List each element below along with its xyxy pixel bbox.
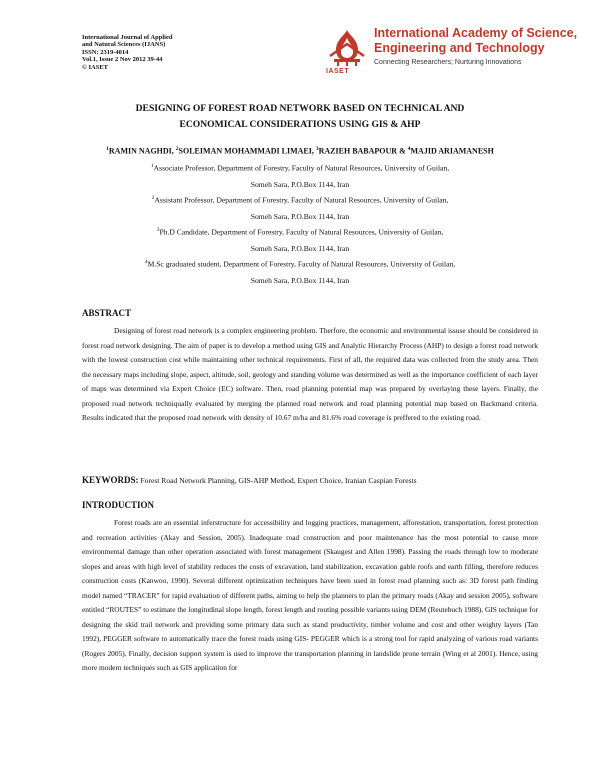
logo-caption: IASET	[326, 68, 350, 75]
affiliation-line: M.Sc graduated student, Department of Forestry, Faculty of Natural Resources, University of Guilan,	[147, 259, 456, 269]
affiliation-line: Ph.D Candidate, Department of Forestry, Faculty of Natural Resources, University of Guilan,	[159, 227, 444, 237]
journal-line: ISSN: 2319-4014	[82, 48, 129, 56]
affiliation-number: 2	[151, 195, 155, 201]
publisher-tagline: Connecting Researchers; Nurturing Innovations	[374, 59, 522, 66]
affiliation-number: 4	[144, 259, 148, 265]
author-list	[60, 146, 540, 156]
introduction-body	[82, 516, 538, 676]
affiliation-line: Assistant Professor, Department of Forestry, Faculty of Natural Resources, University of Guilan,	[154, 195, 449, 205]
affiliation-line: Associate Professor, Department of Forestry, Faculty of Natural Resources, University of Guilan,	[153, 163, 450, 173]
title-line: ECONOMICAL CONSIDERATIONS USING GIS & AHP	[179, 119, 421, 130]
paper-title	[60, 101, 540, 133]
publisher-name-line1: International Academy of Science,	[374, 26, 578, 40]
affiliation-address: Someh Sara, P.O.Box 1144, Iran	[250, 179, 350, 189]
affiliation	[80, 158, 520, 193]
journal-line: and Natural Sciences (IJANS)	[82, 41, 166, 49]
affiliation-number: 3	[156, 227, 160, 233]
affiliation-address: Someh Sara, P.O.Box 1144, Iran	[250, 211, 350, 221]
affiliation-number: 1	[150, 163, 154, 169]
abstract-text: Designing of forest road network is a complex engineering problem. Therfore, the economic and environmental issuse should be considered in forest road network designing. The aim of paper is to develop a method using GIS and Analytic Hierarchy Process (AHP) to design a forest road network with the lowest construction cost while maintaining other technical requirements. First of all, the required data was collected from the study area. Then the necessary maps including slope, aspect, altitude, soil, geology and standing volume was determined as well as the importance coefficient of each layer of maps was determined via Expert Choice (EC) software. Then, road planning potential map was prepared by overlaying these layers. Finally, the proposed road network techniqually evaluated by merging the planned road network and road planning potential map based on Backmand criteria. Results indicated that the proposed road network with density of 10.67 m/ha and 81.6% road coverage is preffered to the existing road.	[82, 326, 538, 422]
journal-line: Vol.1, Issue 2 Nov 2012 39-44	[82, 56, 163, 64]
affiliation	[80, 254, 520, 289]
title-line: DESIGNING OF FOREST ROAD NETWORK BASED ON TECHNICAL AND	[135, 103, 465, 114]
journal-info	[82, 34, 172, 71]
affiliation-address: Someh Sara, P.O.Box 1144, Iran	[250, 275, 350, 285]
affiliation	[80, 222, 520, 257]
affiliation-address: Someh Sara, P.O.Box 1144, Iran	[250, 243, 350, 253]
publisher-block	[374, 26, 577, 66]
author-name: MAJID ARIAMANESH	[410, 146, 494, 156]
keywords	[82, 475, 538, 485]
author-name: RAMIN NAGHDI,	[108, 146, 176, 156]
keywords-label: KEYWORDS:	[82, 475, 139, 485]
author-number: 1	[106, 146, 109, 152]
author-number: 2	[175, 146, 179, 152]
publisher-name-line2: Engineering and Technology	[374, 41, 545, 55]
abstract-heading: ABSTRACT	[82, 308, 132, 318]
author-number: 3	[315, 146, 319, 152]
affiliation	[80, 190, 520, 225]
author-number: 4	[407, 146, 411, 152]
introduction-heading: INTRODUCTION	[82, 500, 155, 510]
author-name: SOLEIMAN MOHAMMADI LIMAEI,	[178, 146, 316, 156]
introduction-text: Forest roads are an essential inferstructure for accessibility and logging practices, management, afforestation, transportation, forest protection and recreation activities (Akay and Session, 2005). Inadequate road construction and poor maintenance has the most potential to cause more environmental damage than other operation associated with forest management (Skaugest and Allen 1998). Passing the roads through low to moderate slopes and areas with high level of stability reduces the costs of excavation, land stabilization, excavation gable roofs and earth filling, therefore reduces construction costs (Kanwoo, 1990). Several different optimization techniques have been used in forest road planning such as: 3D forest path finding model named “TRACER” for rapid evaluation of different paths, aiming to help the planners to plan the primary roads (Akay and session 2005), software entitled “ROUTES” to estimate the longitudinal slope length, forest length and routing possible variants using DEM (Reutebuch 1988), GIS technique for designing the skid trail network and providing some primary data such as stand productivity, timber volume and cost and other weighty layers (Tan 1992), PEGGER software to automatically trace the forest roads using GIS- PEGGER which is a strong tool for rapid analyzing of various road variants (Rogers 2005). Finally, decision support system is used to improve the transportation planning in landslide prone terrain (Wing et al 2001). Hence, using more modern techniques such as GIS application for	[82, 518, 538, 672]
author-name: RAZIEH BABAPOUR &	[318, 146, 408, 156]
keywords-text: Forest Road Network Planning, GIS-AHP Method, Expert Choice, Iranian Caspian Forests	[140, 476, 417, 485]
journal-line: © IASET	[82, 63, 108, 71]
abstract-body	[82, 324, 538, 426]
journal-line: International Journal of Applied	[82, 34, 173, 41]
